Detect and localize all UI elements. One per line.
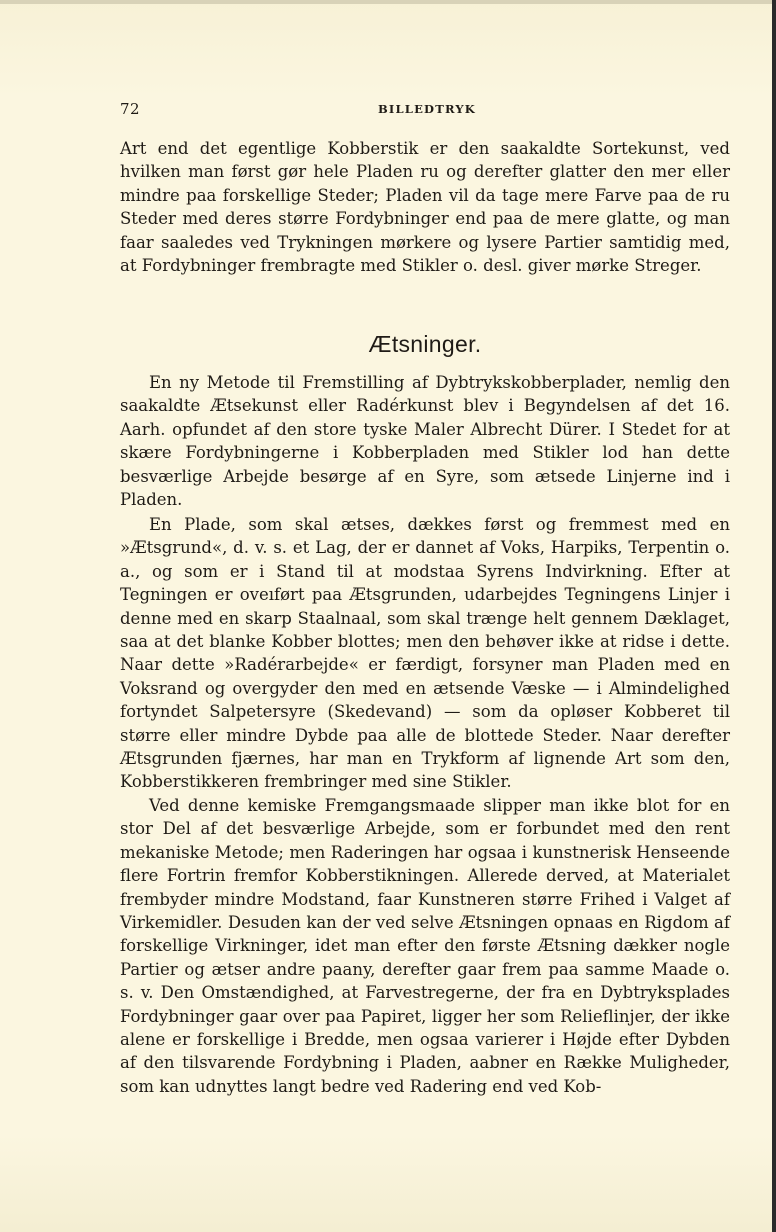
page-header [120, 100, 730, 120]
page-number: 72 [120, 100, 141, 118]
paragraph-3-block [120, 794, 730, 1098]
intro-paragraph: Art end det egentlige Kobberstik er den saakaldte Sortekunst, ved hvilken man først gør hele Pladen ru og derefter glatter den mer eller mindre paa forskellige Steder; Pladen vil da tage mere Farve paa de ru Steder med deres større Fordybninger end paa de mere glatte, og man faar saaledes ved Trykningen mørkere og lysere Partier samtidig med, at Fordybninger frembragte med Stikler o. desl. giver mørke Streger. [120, 139, 730, 276]
running-title: BILLEDTRYK [378, 102, 476, 116]
section-heading: Ætsninger. [368, 331, 482, 357]
intro-paragraph-block [120, 137, 730, 277]
paragraph-1-block [120, 371, 730, 511]
scan-edge-top [0, 0, 776, 4]
paragraph-2: En Plade, som skal ætses, dækkes først og fremmest med en »Ætsgrund«, d. v. s. et Lag, der er dannet af Voks, Harpiks, Terpentin o. a., og som er i Stand til at modstaa Syrens Indvirkning. Efter at Tegningen er oveıført paa Ætsgrunden, udarbejdes Tegningens Linjer i denne med en skarp Staalnaal, som skal trænge helt gennem Dæklaget, saa at det blanke Kobber blottes; men den behøver ikke at ridse i dette. Naar dette »Radérarbejde« er færdigt, forsyner man Pladen med en Voksrand og overgyder den med en ætsende Væske — i Almindelighed fortyndet Salpetersyre (Skedevand) — som da opløser Kobberet til større eller mindre Dybde paa alle de blottede Steder. Naar derefter Ætsgrunden fjærnes, har man en Trykform af lignende Art som den, Kobberstikkeren frembringer med sine Stikler. [120, 515, 730, 792]
paragraph-2-block [120, 513, 730, 794]
paragraph-3: Ved denne kemiske Fremgangsmaade slipper man ikke blot for en stor Del af det besværlige Arbejde, som er forbundet med den rent mekaniske Metode; men Raderingen har ogsaa i kunstnerisk Henseende flere Fortrin fremfor Kobberstikningen. Allerede derved, at Materialet frembyder mindre Modstand, faar Kunstneren større Frihed i Valget af Virkemidler. Desuden kan der ved selve Ætsningen opnaas en Rigdom af forskellige Virkninger, idet man efter den første Ætsning dækker nogle Partier og ætser andre paany, derefter gaar frem paa samme Maade o. s. v. Den Omstændighed, at Farvestregerne, der fra en Dybtryksplades Fordybninger gaar over paa Papiret, ligger her som Relieflinjer, der ikke alene er forskellige i Bredde, men ogsaa varierer i Højde efter Dybden af den tilsvarende Fordybning i Pladen, aabner en Række Muligheder, som kan udnyttes langt bedre ved Radering end ved Kob- [120, 796, 730, 1096]
paragraph-1: En ny Metode til Fremstilling af Dybtrykskobberplader, nemlig den saakaldte Ætsekunst eller Radérkunst blev i Begyndelsen af det 16. Aarh. opfundet af den store tyske Maler Albrecht Dürer. I Stedet for at skære Fordybningerne i Kobberpladen med Stikler lod han dette besværlige Arbejde besørge af en Syre, som ætsede Linjerne ind i Pladen. [120, 373, 730, 510]
scan-edge-right [772, 0, 776, 1232]
